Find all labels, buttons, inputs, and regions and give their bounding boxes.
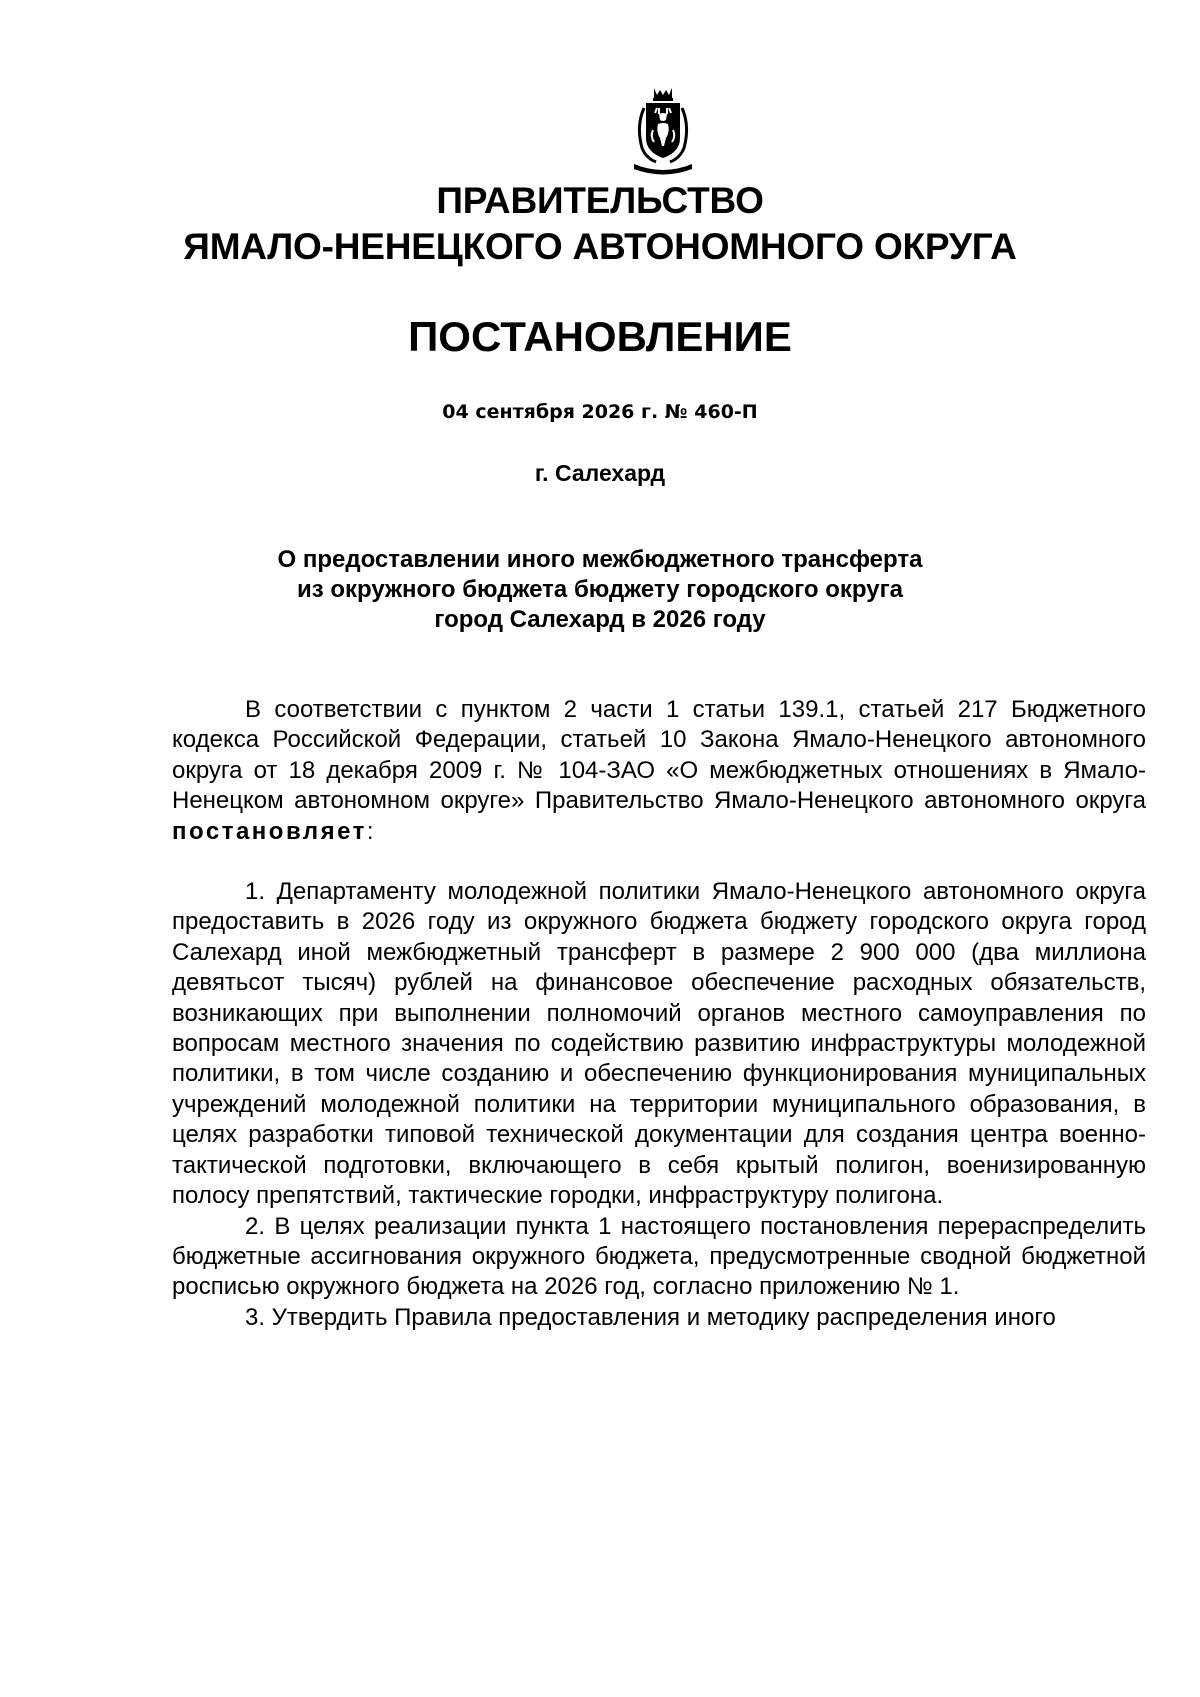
preamble-text: В соответствии с пунктом 2 части 1 статьи 139.1, статьей 217 Бюджетного кодекса Российской Федерации, статьей 10 Закона Ямало-Ненецкого автономного округа от 18 декабря 2009 г. № 104-ЗАО «О межбюджетных отношениях в Ямало-Ненецком автономном округе» Правительство Ямало-Ненецкого автономного округа — [172, 696, 1146, 815]
organization-title — [0, 178, 1200, 270]
item-1-paragraph: 1. Департаменту молодежной политики Ямало-Ненецкого автономного округа предоставить в 2026 году из окружного бюджета бюджету городского округа город Салехард иной межбюджетный трансферт в размере 2 900 000 (два миллиона девятьсот тысяч) рублей на финансовое обеспечение расходных обязательств, возникающих при выполнении полномочий органов местного самоуправления по вопросам местного значения по содействию развитию инфраструктуры молодежной политики, в том числе созданию и обеспечению функционирования муниципальных учреждений молодежной политики на территории муниципального образования, в целях разработки типовой технической документации для создания центра военно-тактической подготовки, включающего в себя крытый полигон, военизированную полосу препятствий, тактические городки, инфраструктуру полигона. — [172, 878, 1146, 1210]
preamble-paragraph — [172, 695, 1146, 847]
subject-line2: из окружного бюджета бюджету городского округа — [297, 576, 903, 603]
organization-title-line1: ПРАВИТЕЛЬСТВО — [436, 180, 764, 221]
coat-of-arms-icon — [626, 86, 700, 176]
document-date-number: 04 сентября 2026 г. № 460-П — [442, 401, 758, 423]
subject-line3: город Салехард в 2026 году — [434, 606, 766, 633]
document-body — [172, 695, 1146, 1333]
document-place: г. Салехард — [534, 460, 666, 486]
document-subject — [0, 545, 1200, 635]
document-type: ПОСТАНОВЛЕНИЕ — [408, 313, 792, 360]
resolves-word: постановляет — [172, 817, 367, 845]
item-3-paragraph: 3. Утвердить Правила предоставления и методику распределения иного — [245, 1303, 1056, 1331]
preamble-end: : — [366, 817, 374, 845]
subject-line1: О предоставлении иного межбюджетного трансферта — [277, 546, 923, 573]
organization-title-line2: ЯМАЛО-НЕНЕЦКОГО АВТОНОМНОГО ОКРУГА — [183, 226, 1017, 267]
item-2-paragraph: 2. В целях реализации пункта 1 настоящего постановления перераспределить бюджетные ассигнования окружного бюджета, предусмотренные сводной бюджетной росписью окружного бюджета на 2026 год, согласно приложению № 1. — [172, 1212, 1146, 1301]
